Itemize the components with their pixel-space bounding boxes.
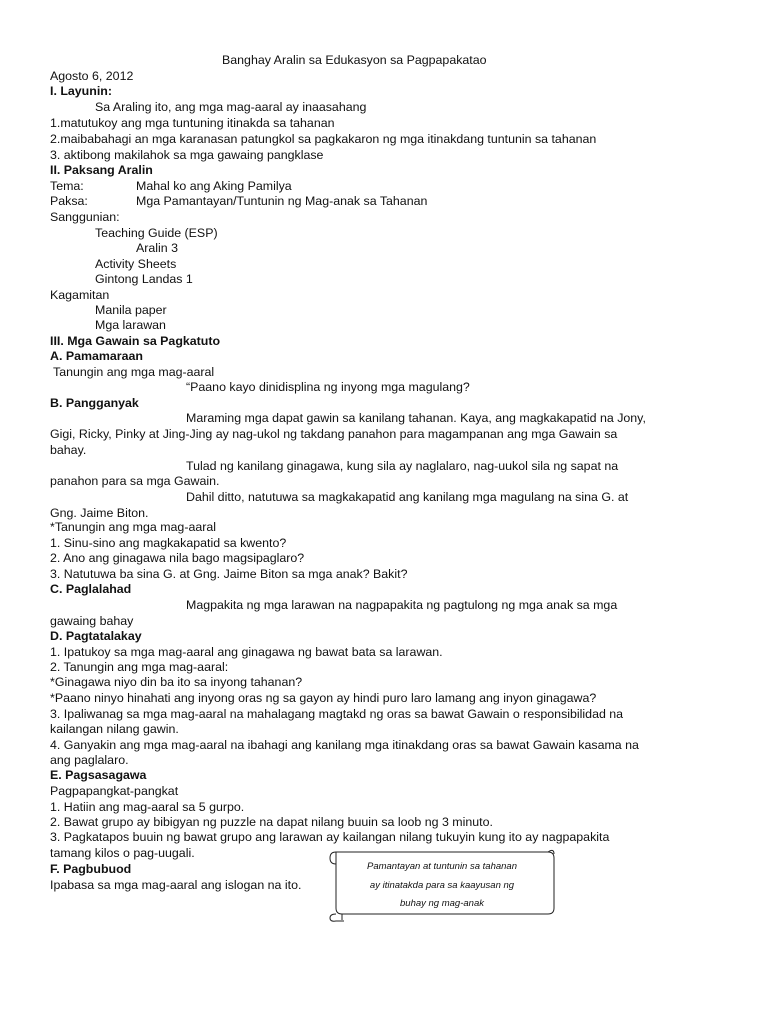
pagsasagawa-line: Pagpapangkat-pangkat bbox=[50, 784, 179, 798]
paksa-label: Paksa: bbox=[50, 194, 88, 208]
pangganyak-line: Tulad ng kanilang ginagawa, kung sila ay naglalaro, nag-uukol sila ng sapat na bbox=[186, 459, 619, 473]
paksa-value: Mga Pamantayan/Tuntunin ng Mag-anak sa Tahanan bbox=[136, 194, 428, 208]
pangganyak-question: 3. Natutuwa ba sina G. at Gng. Jaime Biton sa mga anak? Bakit? bbox=[50, 567, 408, 581]
pangganyak-line: *Tanungin ang mga mag-aaral bbox=[50, 520, 217, 534]
slogan-line: buhay ng mag-anak bbox=[400, 898, 484, 909]
subsection-heading-pamamaraan: A. Pamamaraan bbox=[50, 349, 143, 363]
document-title: Banghay Aralin sa Edukasyon sa Pagpapakatao bbox=[222, 53, 487, 67]
pangganyak-line: bahay. bbox=[50, 443, 87, 457]
slogan-text bbox=[342, 858, 542, 914]
layunin-item: 3. aktibong makilahok sa mga gawaing pangklase bbox=[50, 148, 324, 162]
document-date: Agosto 6, 2012 bbox=[50, 69, 134, 83]
section-heading-gawain: III. Mga Gawain sa Pagkatuto bbox=[50, 334, 221, 348]
slogan-scroll bbox=[328, 848, 556, 922]
paglalahad-line: gawaing bahay bbox=[50, 614, 134, 628]
pangganyak-line: Gigi, Ricky, Pinky at Jing-Jing ay nag-ukol ng takdang panahon para magampanan ang mga Gawain sa bbox=[50, 427, 618, 441]
paglalahad-line: Magpakita ng mga larawan na nagpapakita ng pagtulong ng mga anak sa mga bbox=[186, 598, 618, 612]
sanggunian-item: Gintong Landas 1 bbox=[95, 272, 193, 286]
tema-value: Mahal ko ang Aking Pamilya bbox=[136, 179, 292, 193]
layunin-item: 1.matutukoy ang mga tuntuning itinakda sa tahanan bbox=[50, 116, 335, 130]
pagtatalakay-line: 2. Tanungin ang mga mag-aaral: bbox=[50, 660, 229, 674]
slogan-line: Pamantayan at tuntunin sa tahanan bbox=[366, 861, 517, 872]
kagamitan-item: Mga larawan bbox=[95, 318, 166, 332]
subsection-heading-pangganyak: B. Pangganyak bbox=[50, 396, 139, 410]
sanggunian-label: Sanggunian: bbox=[50, 210, 120, 224]
pagtatalakay-line: 3. Ipaliwanag sa mga mag-aaral na mahalagang magtakd ng oras sa bawat Gawain o responsibilidad na bbox=[50, 707, 624, 721]
pangganyak-line: Dahil ditto, natutuwa sa magkakapatid ang kanilang mga magulang na sina G. at bbox=[186, 490, 629, 504]
subsection-heading-paglalahad: C. Paglalahad bbox=[50, 582, 132, 596]
pagtatalakay-line: *Paano ninyo hinahati ang inyong oras ng sa gayon ay hindi puro laro lamang ang inyon ginagawa? bbox=[50, 691, 597, 705]
pangganyak-question: 1. Sinu-sino ang magkakapatid sa kwento? bbox=[50, 536, 287, 550]
pagtatalakay-line: ang paglalaro. bbox=[50, 753, 129, 767]
kagamitan-item: Manila paper bbox=[95, 303, 167, 317]
sanggunian-item: Teaching Guide (ESP) bbox=[95, 226, 218, 240]
pamamaraan-line: “Paano kayo dinidisplina ng inyong mga magulang? bbox=[186, 380, 470, 394]
pamamaraan-line: Tanungin ang mga mag-aaral bbox=[53, 365, 215, 379]
pagsasagawa-line: 2. Bawat grupo ay bibigyan ng puzzle na dapat nilang buuin sa loob ng 3 minuto. bbox=[50, 815, 493, 829]
pangganyak-line: Gng. Jaime Biton. bbox=[50, 506, 149, 520]
section-heading-layunin: I. Layunin: bbox=[50, 84, 112, 98]
tema-label: Tema: bbox=[50, 179, 84, 193]
sanggunian-item: Activity Sheets bbox=[95, 257, 177, 271]
pagsasagawa-line: 3. Pagkatapos buuin ng bawat grupo ang larawan ay kailangan nilang tukuyin kung ito ay nagpapakita bbox=[50, 830, 610, 844]
pagtatalakay-line: 1. Ipatukoy sa mga mag-aaral ang ginagawa ng bawat bata sa larawan. bbox=[50, 645, 443, 659]
sanggunian-item: Aralin 3 bbox=[136, 241, 179, 255]
subsection-heading-pagsasagawa: E. Pagsasagawa bbox=[50, 768, 147, 782]
slogan-line: ay itinatakda para sa kaayusan ng bbox=[369, 879, 515, 891]
section-heading-paksang-aralin: II. Paksang Aralin bbox=[50, 163, 153, 177]
pangganyak-line: Maraming mga dapat gawin sa kanilang tahanan. Kaya, ang magkakapatid na Jony, bbox=[186, 411, 646, 425]
pagtatalakay-line: kailangan nilang gawin. bbox=[50, 722, 179, 736]
kagamitan-label: Kagamitan bbox=[50, 288, 110, 302]
layunin-item: 2.maibabahagi an mga karanasan patungkol sa pagkakaron ng mga itinakdang tuntunin sa tahanan bbox=[50, 132, 597, 146]
pagbubuod-line: Ipabasa sa mga mag-aaral ang islogan na ito. bbox=[50, 878, 302, 892]
pagtatalakay-line: *Ginagawa niyo din ba ito sa inyong tahanan? bbox=[50, 675, 303, 689]
pangganyak-line: panahon para sa mga Gawain. bbox=[50, 474, 220, 488]
pagsasagawa-line: 1. Hatiin ang mag-aaral sa 5 gurpo. bbox=[50, 800, 245, 814]
subsection-heading-pagbubuod: F. Pagbubuod bbox=[50, 862, 132, 876]
pangganyak-question: 2. Ano ang ginagawa nila bago magsipaglaro? bbox=[50, 551, 305, 565]
pagtatalakay-line: 4. Ganyakin ang mga mag-aaral na ibahagi ang kanilang mga itinakdang oras sa bawat Gawain kasama na bbox=[50, 738, 639, 752]
subsection-heading-pagtatalakay: D. Pagtatalakay bbox=[50, 629, 142, 643]
layunin-intro: Sa Araling ito, ang mga mag-aaral ay inaasahang bbox=[95, 100, 367, 114]
pagsasagawa-line: tamang kilos o pag-uugali. bbox=[50, 846, 195, 860]
